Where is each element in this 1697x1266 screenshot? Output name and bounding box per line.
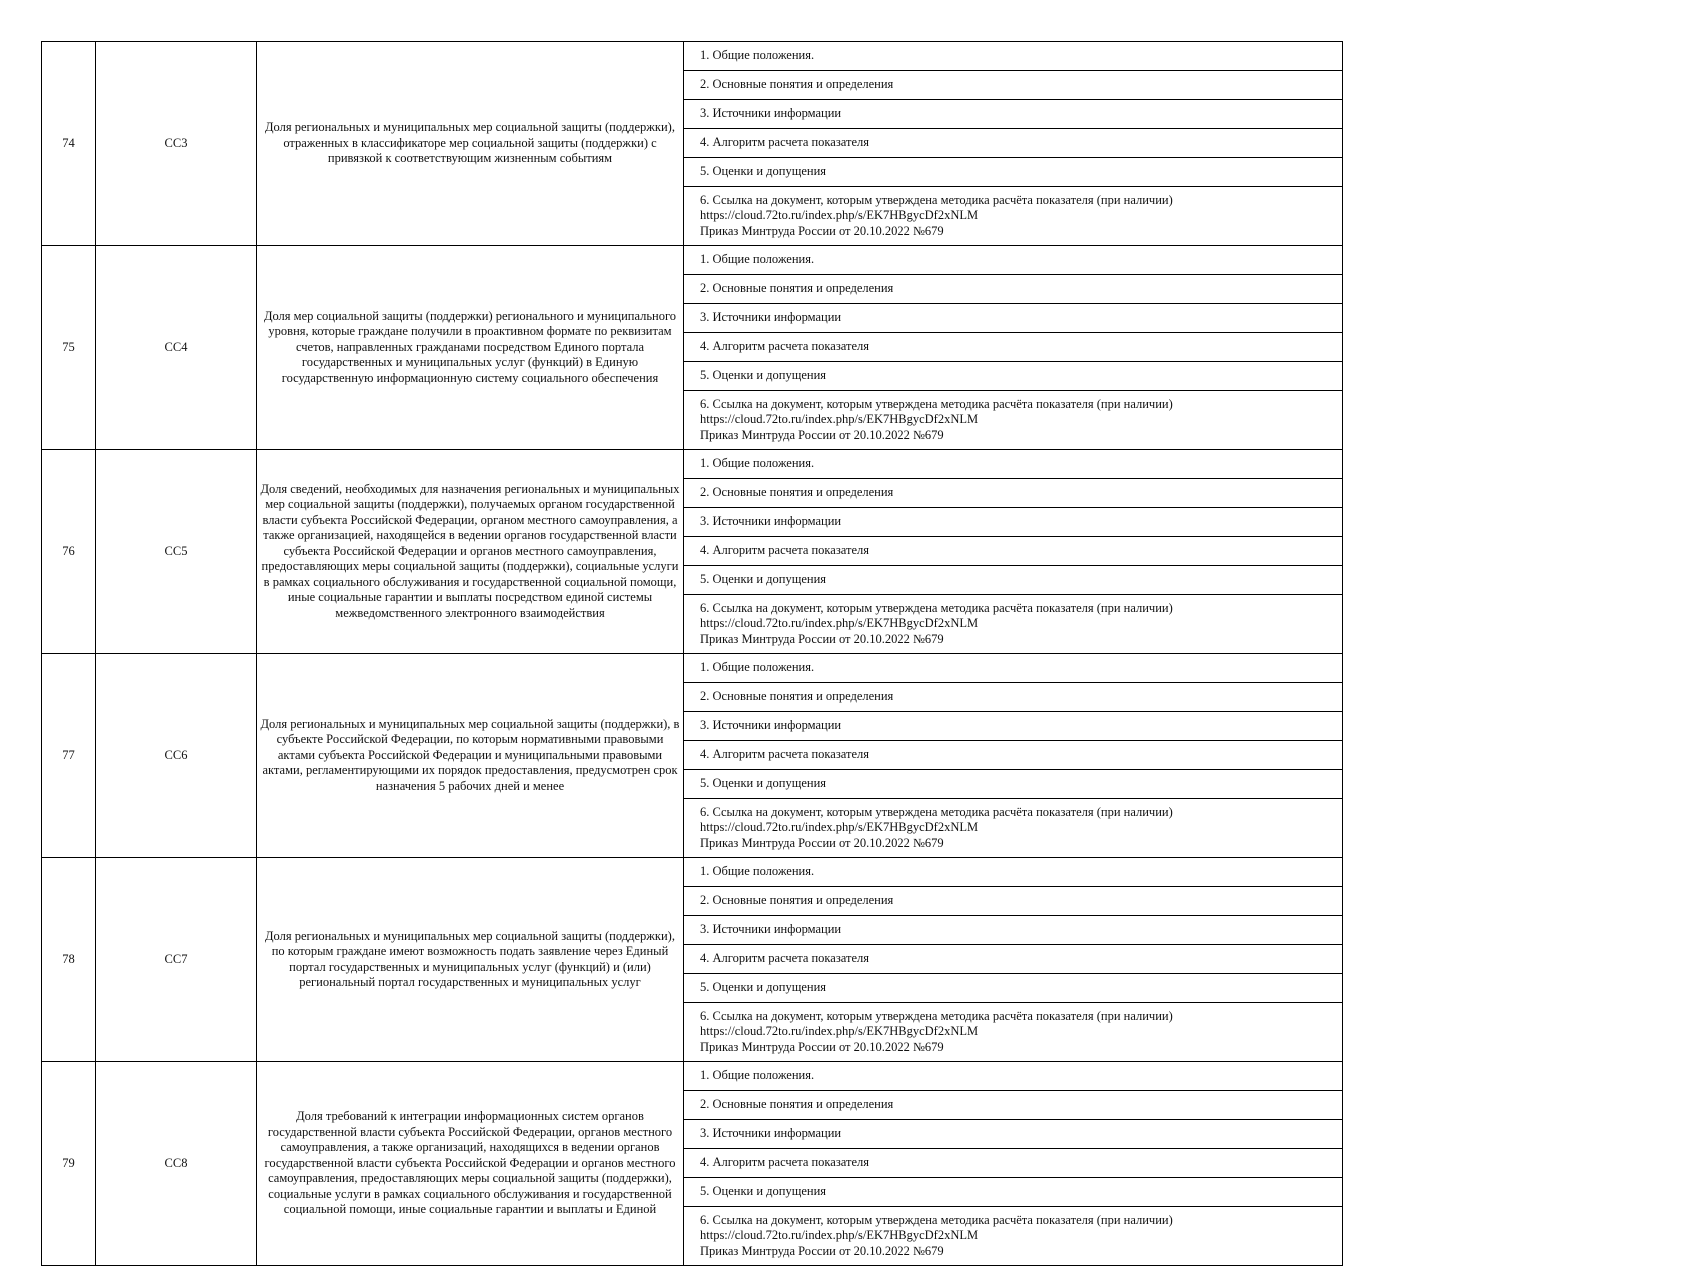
methodology-doc-order: Приказ Минтруда России от 20.10.2022 №679 <box>700 835 944 850</box>
methodology-doc-link[interactable]: https://cloud.72to.ru/index.php/s/EK7HBgycDf2xNLM <box>700 1228 979 1243</box>
row-number: 77 <box>42 654 96 858</box>
section-estimates: 5. Оценки и допущения <box>684 770 1343 799</box>
section-algorithm: 4. Алгоритм расчета показателя <box>684 1149 1343 1178</box>
section-algorithm: 4. Алгоритм расчета показателя <box>684 333 1343 362</box>
section-methodology-document <box>684 391 1343 450</box>
methodology-doc-link[interactable]: https://cloud.72to.ru/index.php/s/EK7HBgycDf2xNLM <box>700 1024 979 1039</box>
methodology-doc-caption: 6. Ссылка на документ, которым утверждена методика расчёта показателя (при наличии) <box>700 804 1173 819</box>
table-row <box>42 246 1343 275</box>
indicator-table-page <box>41 41 1342 1258</box>
indicator-table-body <box>42 42 1343 1266</box>
section-definitions: 2. Основные понятия и определения <box>684 479 1343 508</box>
methodology-doc-caption: 6. Ссылка на документ, которым утверждена методика расчёта показателя (при наличии) <box>700 1212 1173 1227</box>
indicator-code: СС5 <box>96 450 257 654</box>
section-general-provisions: 1. Общие положения. <box>684 858 1343 887</box>
section-estimates: 5. Оценки и допущения <box>684 158 1343 187</box>
methodology-doc-caption: 6. Ссылка на документ, которым утверждена методика расчёта показателя (при наличии) <box>700 396 1173 411</box>
methodology-doc-order: Приказ Минтруда России от 20.10.2022 №679 <box>700 223 944 238</box>
section-methodology-document <box>684 187 1343 246</box>
table-row <box>42 1062 1343 1091</box>
section-estimates: 5. Оценки и допущения <box>684 566 1343 595</box>
section-sources: 3. Источники информации <box>684 304 1343 333</box>
methodology-doc-caption: 6. Ссылка на документ, которым утверждена методика расчёта показателя (при наличии) <box>700 1008 1173 1023</box>
section-methodology-document <box>684 1207 1343 1266</box>
table-row <box>42 858 1343 887</box>
row-number: 74 <box>42 42 96 246</box>
section-algorithm: 4. Алгоритм расчета показателя <box>684 945 1343 974</box>
section-general-provisions: 1. Общие положения. <box>684 42 1343 71</box>
section-algorithm: 4. Алгоритм расчета показателя <box>684 741 1343 770</box>
indicator-description: Доля региональных и муниципальных мер социальной защиты (поддержки), отраженных в классификаторе мер социальной защиты (поддержки) с привязкой к соответствующим жизненным событиям <box>257 42 684 246</box>
methodology-doc-order: Приказ Минтруда России от 20.10.2022 №679 <box>700 1039 944 1054</box>
methodology-doc-order: Приказ Минтруда России от 20.10.2022 №679 <box>700 427 944 442</box>
section-estimates: 5. Оценки и допущения <box>684 1178 1343 1207</box>
section-sources: 3. Источники информации <box>684 916 1343 945</box>
methodology-doc-link[interactable]: https://cloud.72to.ru/index.php/s/EK7HBgycDf2xNLM <box>700 820 979 835</box>
section-estimates: 5. Оценки и допущения <box>684 362 1343 391</box>
table-row <box>42 42 1343 71</box>
indicator-description: Доля требований к интеграции информационных систем органов государственной власти субъекта Российской Федерации, органов местного самоуправления, а также организаций, находящихся в ведении органов государственной власти субъекта Российской Федерации и органов местного самоуправления, предоставляющих меры социальной защиты (поддержки), социальные услуги в рамках социального обслуживания и государственной социальной помощи, иные социальные гарантии и выплаты и Единой <box>257 1062 684 1266</box>
section-estimates: 5. Оценки и допущения <box>684 974 1343 1003</box>
section-methodology-document <box>684 1003 1343 1062</box>
indicator-code: СС6 <box>96 654 257 858</box>
methodology-doc-caption: 6. Ссылка на документ, которым утверждена методика расчёта показателя (при наличии) <box>700 600 1173 615</box>
section-algorithm: 4. Алгоритм расчета показателя <box>684 537 1343 566</box>
row-number: 79 <box>42 1062 96 1266</box>
section-definitions: 2. Основные понятия и определения <box>684 887 1343 916</box>
section-general-provisions: 1. Общие положения. <box>684 450 1343 479</box>
section-sources: 3. Источники информации <box>684 1120 1343 1149</box>
indicator-code: СС8 <box>96 1062 257 1266</box>
indicator-table <box>41 41 1343 1266</box>
section-methodology-document <box>684 595 1343 654</box>
indicator-code: СС4 <box>96 246 257 450</box>
methodology-doc-order: Приказ Минтруда России от 20.10.2022 №679 <box>700 631 944 646</box>
indicator-description: Доля региональных и муниципальных мер социальной защиты (поддержки), по которым граждане имеют возможность подать заявление через Единый портал государственных и муниципальных услуг (функций) и (или) региональный портал государственных и муниципальных услуг <box>257 858 684 1062</box>
methodology-doc-order: Приказ Минтруда России от 20.10.2022 №679 <box>700 1243 944 1258</box>
methodology-doc-link[interactable]: https://cloud.72to.ru/index.php/s/EK7HBgycDf2xNLM <box>700 208 979 223</box>
indicator-code: СС7 <box>96 858 257 1062</box>
row-number: 76 <box>42 450 96 654</box>
section-sources: 3. Источники информации <box>684 508 1343 537</box>
section-sources: 3. Источники информации <box>684 100 1343 129</box>
section-definitions: 2. Основные понятия и определения <box>684 275 1343 304</box>
indicator-description: Доля региональных и муниципальных мер социальной защиты (поддержки), в субъекте Российской Федерации, по которым нормативными правовыми актами субъекта Российской Федерации и муниципальными правовыми актами, регламентирующими их порядок предоставления, предусмотрен срок назначения 5 рабочих дней и менее <box>257 654 684 858</box>
section-sources: 3. Источники информации <box>684 712 1343 741</box>
methodology-doc-link[interactable]: https://cloud.72to.ru/index.php/s/EK7HBgycDf2xNLM <box>700 616 979 631</box>
row-number: 75 <box>42 246 96 450</box>
row-number: 78 <box>42 858 96 1062</box>
table-row <box>42 450 1343 479</box>
indicator-description: Доля сведений, необходимых для назначения региональных и муниципальных мер социальной защиты (поддержки), получаемых органом государственной власти субъекта Российской Федерации, органом местного самоуправления, а также организацией, находящейся в ведении органов государственной власти субъекта Российской Федерации и органов местного самоуправления, предоставляющих меры социальной защиты (поддержки), социальные услуги в рамках социального обслуживания и государственной социальной помощи, иные социальные гарантии и выплаты посредством единой системы межведомственного электронного взаимодействия <box>257 450 684 654</box>
indicator-description: Доля мер социальной защиты (поддержки) регионального и муниципального уровня, которые граждане получили в проактивном формате по реквизитам счетов, направленных гражданами посредством Единого портала государственных и муниципальных услуг (функций) в Единую государственную информационную систему социального обеспечения <box>257 246 684 450</box>
section-definitions: 2. Основные понятия и определения <box>684 1091 1343 1120</box>
section-general-provisions: 1. Общие положения. <box>684 246 1343 275</box>
section-algorithm: 4. Алгоритм расчета показателя <box>684 129 1343 158</box>
section-general-provisions: 1. Общие положения. <box>684 1062 1343 1091</box>
methodology-doc-caption: 6. Ссылка на документ, которым утверждена методика расчёта показателя (при наличии) <box>700 192 1173 207</box>
section-definitions: 2. Основные понятия и определения <box>684 71 1343 100</box>
indicator-code: СС3 <box>96 42 257 246</box>
table-row <box>42 654 1343 683</box>
methodology-doc-link[interactable]: https://cloud.72to.ru/index.php/s/EK7HBgycDf2xNLM <box>700 412 979 427</box>
section-definitions: 2. Основные понятия и определения <box>684 683 1343 712</box>
section-methodology-document <box>684 799 1343 858</box>
section-general-provisions: 1. Общие положения. <box>684 654 1343 683</box>
